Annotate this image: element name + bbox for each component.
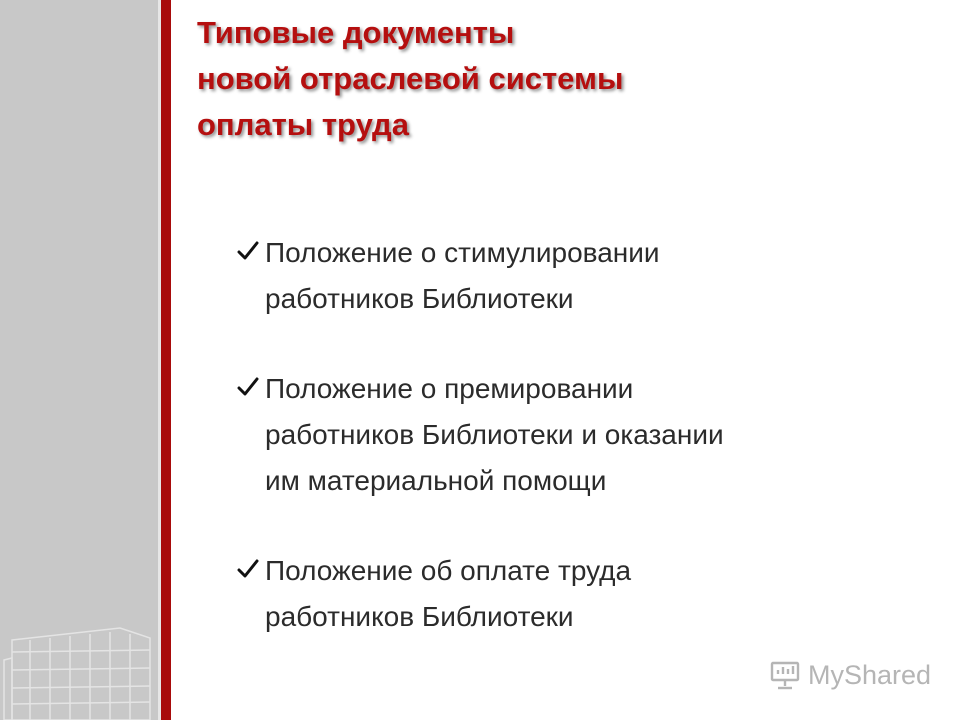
list-item-text: Положение о премировании [265, 373, 634, 404]
document-list [237, 230, 937, 684]
sidebar-panel [0, 0, 160, 720]
list-item-text: работников Библиотеки [265, 283, 574, 314]
check-icon [237, 240, 259, 262]
watermark-logo [768, 655, 931, 695]
title-line: Типовые документы [197, 15, 515, 50]
sidebar-divider-red [161, 0, 171, 720]
title-line: оплаты труда [197, 107, 409, 142]
list-item-text: им материальной помощи [265, 465, 607, 496]
check-icon [237, 558, 259, 580]
list-item-text: Положение о стимулировании [265, 237, 660, 268]
title-line: новой отраслевой системы [197, 61, 624, 96]
list-item [237, 548, 937, 640]
list-item [237, 366, 937, 504]
list-item [237, 230, 937, 322]
list-item-text: работников Библиотеки [265, 601, 574, 632]
list-item-text: работников Библиотеки и оказании [265, 419, 724, 450]
slide-title [197, 10, 623, 148]
building-sketch-icon [0, 610, 160, 720]
list-item-text: Положение об оплате труда [265, 555, 632, 586]
watermark-text: MyShared [808, 659, 932, 690]
check-icon [237, 376, 259, 398]
presentation-screen-icon [768, 658, 802, 692]
